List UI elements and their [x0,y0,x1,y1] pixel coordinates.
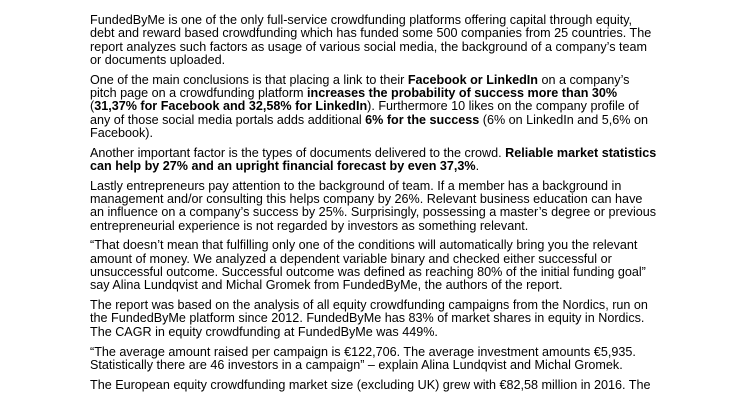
paragraph [90,299,660,339]
text-run: an influence on a company’s success by 25%. Surprisingly, possessing a master’s degree or previous [90,205,657,220]
paragraph [90,379,660,392]
text-run: “That doesn’t mean that fulfilling only one of the conditions will automatically bring you the relevant [90,238,638,253]
text-line [90,114,660,127]
text-run: Lastly entrepreneurs pay attention to the background of team. If a member has a background in [90,178,622,193]
text-run: ( [90,99,95,114]
text-line [90,379,660,392]
text-line [90,359,660,372]
text-run: unsuccessful outcome. Successful outcome was defined as reaching 80% of the initial funding goal” [90,265,646,280]
text-line [90,193,660,206]
text-run: management and/or consulting this helps company by 26%. Relevant business education can have [90,192,643,207]
text-line [90,346,660,359]
text-run: or documents uploaded. [90,52,226,67]
text-line [90,206,660,219]
text-line [90,160,660,173]
paragraph [90,14,660,67]
text-line [90,41,660,54]
text-run: Statistically there are 46 investors in a campaign” – explain Alina Lundqvist and Michal Gromek. [90,357,623,372]
text-run: FundedByMe is one of the only full-service crowdfunding platforms offering capital through equity, [90,13,633,27]
document-page [90,14,660,398]
text-run: say Alina Lundqvist and Michal Gromek from FundedByMe, the authors of the report. [90,278,563,293]
bold-text-run: Facebook or LinkedIn [407,72,538,87]
text-run: entrepreneurial experience is not regarded by investors as something relevant. [90,218,529,233]
text-line [90,74,660,87]
text-run: the FundedByMe platform since 2012. FundedByMe has 83% of market shares in equity in Nordics. [90,311,645,326]
text-line [90,127,660,140]
paragraph [90,147,660,174]
text-run: any of those social media portals adds additional [90,112,366,127]
text-run: Another important factor is the types of documents delivered to the crowd. [90,145,506,160]
text-line [90,299,660,312]
text-run: Facebook). [90,125,153,140]
text-line [90,220,660,233]
text-line [90,100,660,113]
text-run: . [475,158,480,173]
text-run: report analyzes such factors as usage of various social media, the background of a company’s team [90,39,647,54]
text-line [90,14,660,27]
text-run: (6% on LinkedIn and 5,6% on [479,112,648,127]
text-line [90,253,660,266]
text-run: on a company’s [537,72,630,87]
text-run: ). Furthermore 10 likes on the company profile of [367,99,639,114]
text-line [90,326,660,339]
text-line [90,87,660,100]
text-run: “The average amount raised per campaign is €122,706. The average investment amounts €5,935. [90,344,636,359]
text-run: The report was based on the analysis of all equity crowdfunding campaigns from the Nordics, run on [90,298,648,313]
text-run: amount of money. We analyzed a dependent variable binary and checked either successful or [90,251,612,266]
text-line [90,27,660,40]
paragraph [90,180,660,233]
text-run: The CAGR in equity crowdfunding at FundedByMe was 449%. [90,324,438,339]
text-line [90,54,660,67]
text-run: The European equity crowdfunding market size (excluding UK) grew with €82,58 million in 2016. The [90,377,651,392]
text-line [90,147,660,160]
text-run: One of the main conclusions is that placing a link to their [90,72,408,87]
paragraph [90,239,660,292]
text-line [90,239,660,252]
bold-text-run: 6% for the success [365,112,480,127]
text-line [90,279,660,292]
bold-text-run: increases the probability of success more than 30% [307,85,618,100]
paragraph [90,74,660,140]
paragraph [90,346,660,373]
text-line [90,180,660,193]
text-run: debt and reward based crowdfunding which has funded some 500 companies from 25 countries. The [90,26,652,41]
text-line [90,312,660,325]
text-run: pitch page on a crowdfunding platform [90,85,308,100]
bold-text-run: can help by 27% and an upright financial forecast by even 37,3% [90,158,476,173]
bold-text-run: Reliable market statistics [505,145,657,160]
text-line [90,266,660,279]
bold-text-run: 31,37% for Facebook and 32,58% for LinkedIn [94,99,368,114]
